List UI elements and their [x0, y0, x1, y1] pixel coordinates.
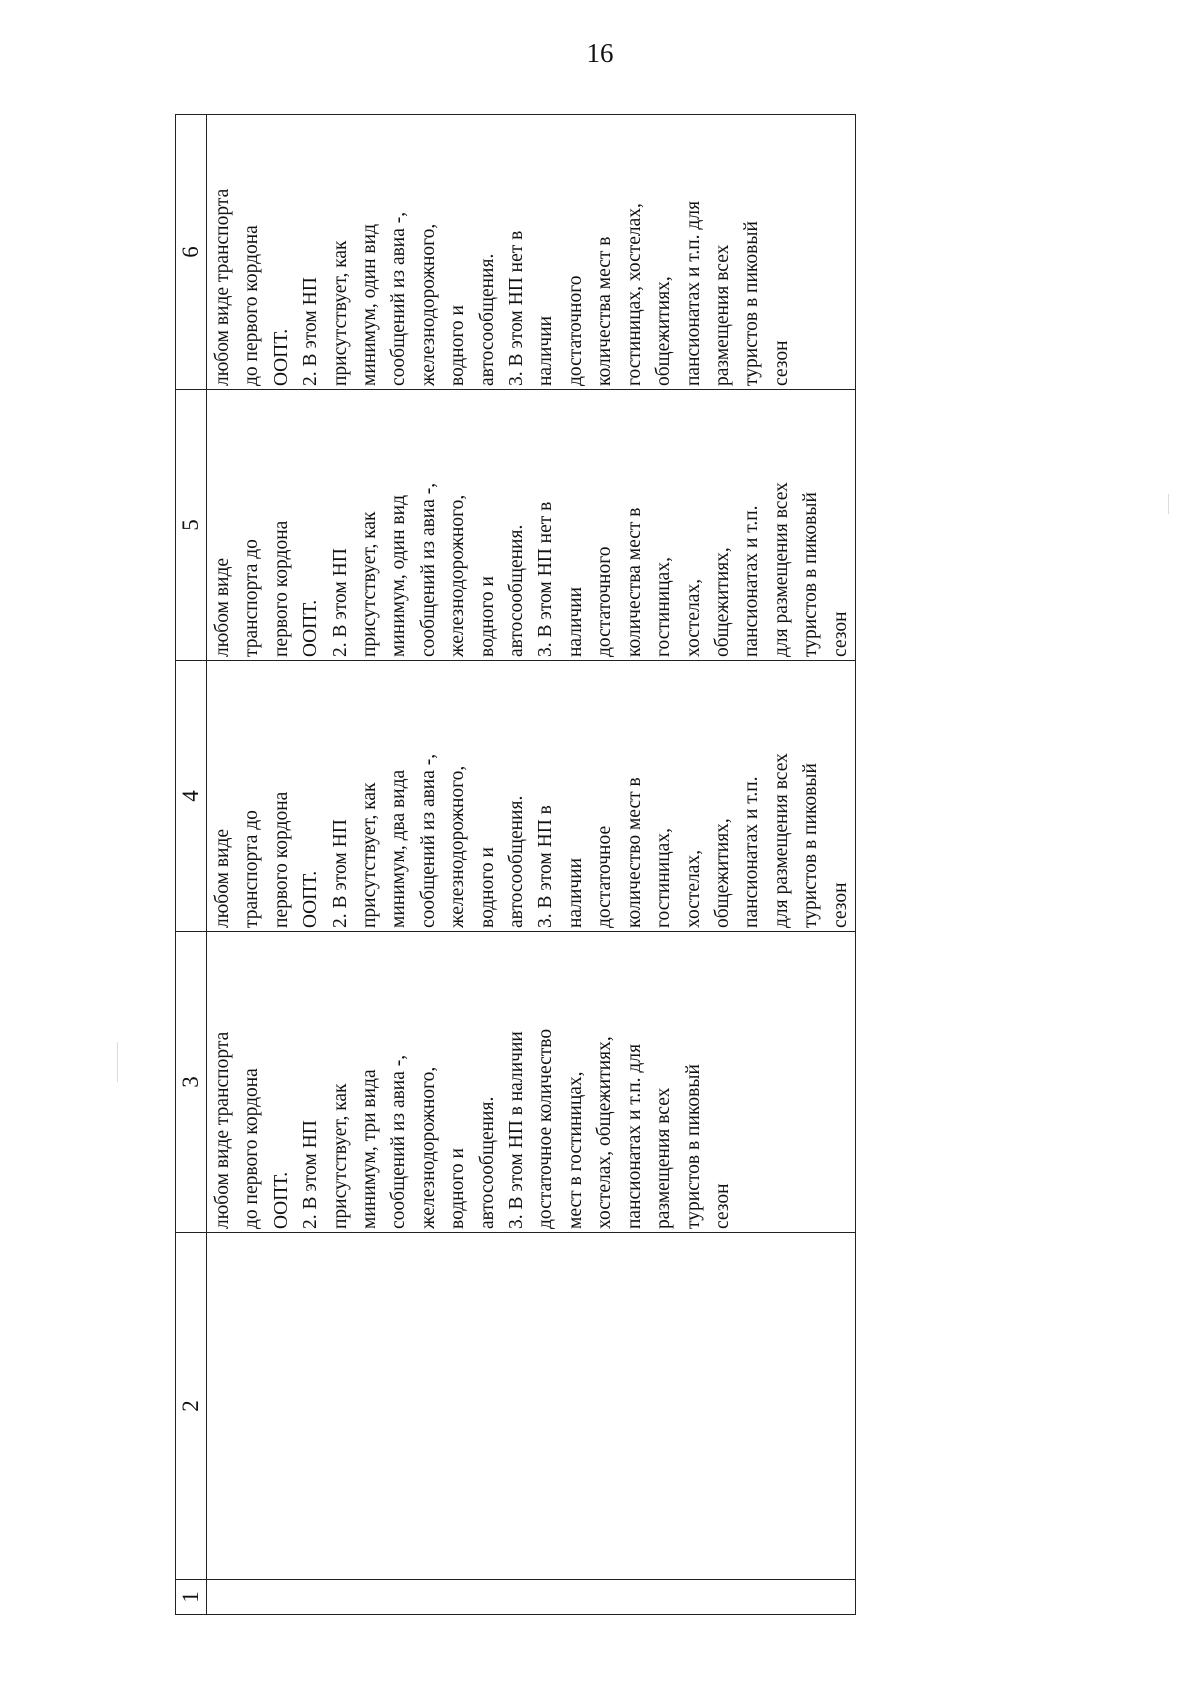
cell-text-line: водного и [447, 1148, 469, 1229]
table-header-row [176, 115, 207, 1615]
cell-text-line: достаточного [564, 275, 586, 386]
cell-text-line: пансионатах и т.п. для [623, 1043, 645, 1229]
cell-text-line: общежитиях, [711, 547, 733, 657]
cell-text-line: достаточное [594, 825, 616, 928]
cell-text-line: автосообщения. [506, 524, 528, 657]
cell-text-line: количества мест в [623, 507, 645, 657]
cell-text-line: размещения всех [653, 1087, 675, 1229]
cell-text-line: хостелах, [682, 849, 704, 928]
cell-text-line: гостиницах, [653, 557, 675, 657]
cell-text-line: туристов в пиковый [741, 221, 763, 386]
page-number: 16 [586, 38, 614, 68]
cell-text-line: размещения всех [711, 244, 733, 386]
cell-text-line: хостелах, [682, 578, 704, 657]
cell-text-line: 2. В этом НП [329, 819, 351, 928]
table-cell-col-1 [207, 1580, 856, 1615]
cell-text-line: присутствует, как [329, 240, 351, 386]
column-header-1: 1 [176, 1580, 207, 1615]
cell-text-line: сообщений из авиа -, [388, 1054, 410, 1229]
cell-text-line: ООПТ. [270, 328, 292, 386]
cell-text-line: гостиницах, хостелах, [623, 203, 645, 386]
cell-text-line: гостиницах, [653, 828, 675, 928]
cell-text-line: до первого кордона [241, 1068, 263, 1229]
table-row [207, 115, 856, 1615]
cell-text-line: первого кордона [270, 520, 292, 657]
column-header-5: 5 [176, 390, 207, 661]
cell-text-line: туристов в пиковый [800, 492, 822, 657]
cell-text-line: 2. В этом НП [300, 1120, 322, 1229]
cell-text-line: присутствует, как [359, 511, 381, 657]
cell-text-line: 2. В этом НП [329, 548, 351, 657]
table-cell-col-4 [207, 661, 856, 932]
cell-text-line: сезон [829, 611, 851, 657]
cell-text-line: туристов в пиковый [800, 763, 822, 928]
cell-text-line: любом виде транспорта [212, 188, 233, 386]
cell-text-line: присутствует, как [359, 782, 381, 928]
cell-text-line: количества мест в [594, 236, 616, 386]
cell-text-line: достаточного [594, 546, 616, 657]
cell-text-line: водного и [476, 576, 498, 657]
column-header-6: 6 [176, 115, 207, 390]
cell-text-line: транспорта до [241, 810, 263, 928]
cell-text-line: пансионатах и т.п. [741, 505, 763, 657]
cell-text-line: водного и [447, 305, 469, 386]
cell-text-line: ООПТ. [300, 599, 322, 657]
cell-text-line: пансионатах и т.п. [741, 776, 763, 928]
cell-text-line: общежитиях, [711, 818, 733, 928]
criteria-table [175, 114, 856, 1615]
cell-text-line: туристов в пиковый [682, 1064, 704, 1229]
cell-text-line: сезон [711, 1183, 733, 1229]
table-cell-col-2 [207, 1233, 856, 1580]
scan-speck [1168, 494, 1169, 514]
cell-text-line: сезон [770, 340, 792, 386]
cell-text-line: железнодорожного, [447, 765, 469, 928]
column-header-3: 3 [176, 932, 207, 1233]
table-rotor [175, 115, 851, 1615]
cell-text-line: мест в гостиницах, [564, 1071, 586, 1229]
cell-text-line: сообщений из авиа -, [388, 211, 410, 386]
cell-text-line: до первого кордона [241, 225, 263, 386]
cell-text-line: автосообщения. [476, 1096, 498, 1229]
cell-text-line: минимум, два вида [388, 769, 410, 928]
cell-text-line: минимум, один вид [388, 495, 410, 657]
cell-text-line: для размещения всех [770, 482, 792, 657]
cell-text-line: ООПТ. [270, 1171, 292, 1229]
cell-text-line: ООПТ. [300, 870, 322, 928]
cell-text-line: автосообщения. [506, 795, 528, 928]
cell-text-line: сезон [829, 882, 851, 928]
rotated-table-frame [175, 115, 851, 1615]
table-cell-col-3 [207, 932, 856, 1233]
table-cell-col-6 [207, 115, 856, 390]
cell-text-line: железнодорожного, [447, 494, 469, 657]
cell-text-line: наличии [564, 857, 586, 928]
cell-text-line: 3. В этом НП нет в [506, 230, 528, 386]
cell-text-line: любом виде транспорта [212, 1031, 233, 1229]
cell-text-line: достаточное количество [535, 1028, 557, 1229]
cell-text-line: присутствует, как [329, 1083, 351, 1229]
cell-text-line: минимум, три вида [359, 1069, 381, 1229]
cell-text-line: минимум, один вид [359, 224, 381, 386]
cell-text-line: для размещения всех [770, 753, 792, 928]
cell-text-line: количество мест в [623, 777, 645, 928]
cell-text-line: хостелах, общежитиях, [594, 1036, 616, 1229]
cell-text-line: 3. В этом НП в [535, 805, 557, 928]
table-cell-col-5 [207, 390, 856, 661]
scan-speck [117, 1042, 118, 1082]
cell-text-line: железнодорожного, [417, 223, 439, 386]
cell-text-line: 3. В этом НП нет в [535, 501, 557, 657]
cell-text-line: водного и [476, 847, 498, 928]
cell-text-line: железнодорожного, [417, 1066, 439, 1229]
cell-text-line: первого кордона [270, 791, 292, 928]
cell-text-line: автосообщения. [476, 253, 498, 386]
cell-text-line: наличии [535, 315, 557, 386]
cell-text-line: сообщений из авиа -, [417, 482, 439, 657]
cell-text-line: любом виде [212, 828, 233, 928]
cell-text-line: транспорта до [241, 539, 263, 657]
cell-text-line: сообщений из авиа -, [417, 753, 439, 928]
cell-text-line: 2. В этом НП [300, 277, 322, 386]
column-header-2: 2 [176, 1233, 207, 1580]
cell-text-line: 3. В этом НП в наличии [506, 1031, 528, 1229]
cell-text-line: наличии [564, 586, 586, 657]
cell-text-line: любом виде [212, 557, 233, 657]
cell-text-line: пансионатах и т.п. для [682, 200, 704, 386]
cell-text-line: общежитиях, [653, 276, 675, 386]
column-header-4: 4 [176, 661, 207, 932]
